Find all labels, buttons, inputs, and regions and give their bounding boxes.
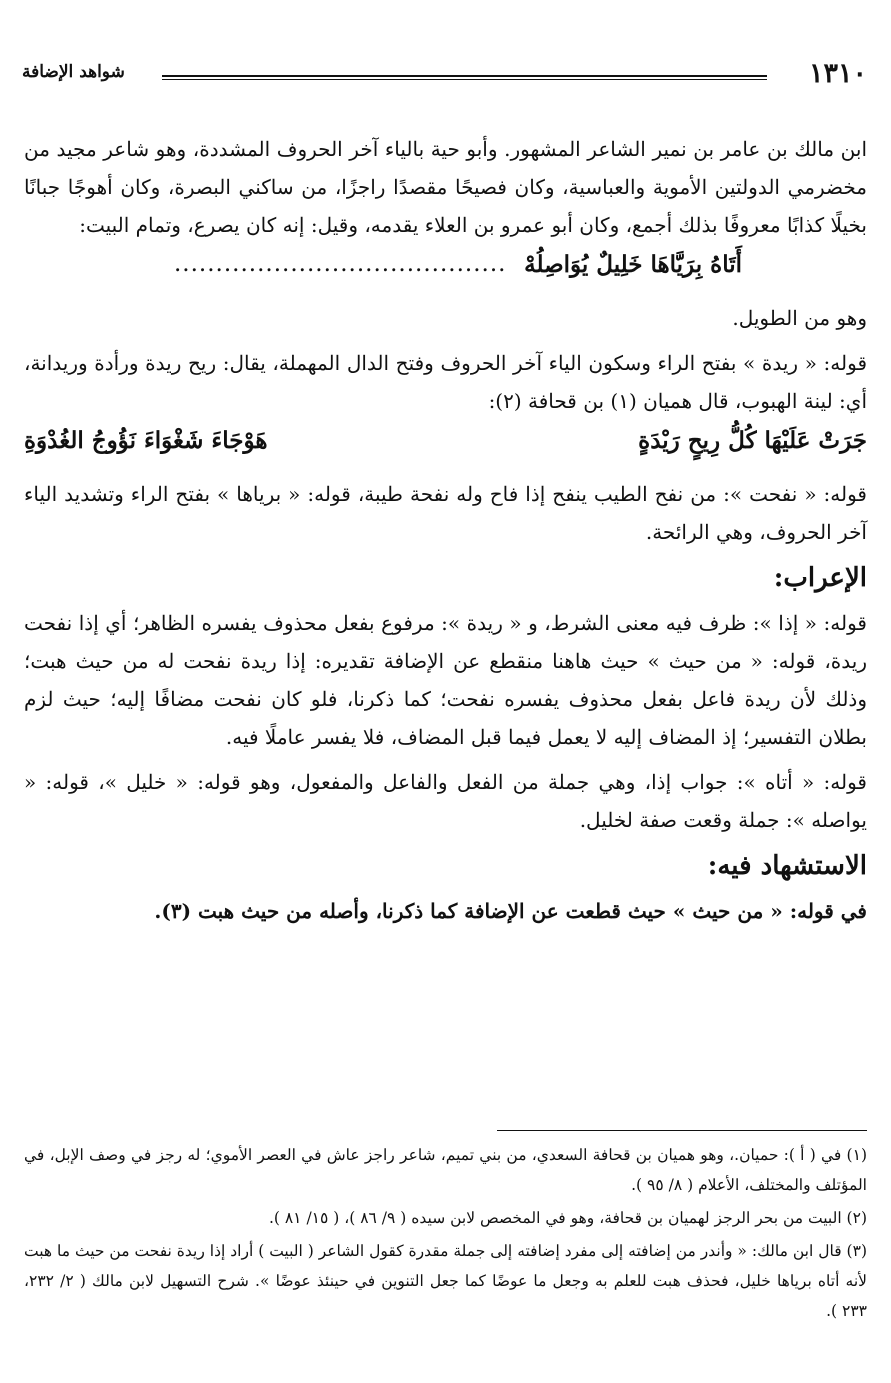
paragraph-meter: وهو من الطويل.: [732, 306, 867, 330]
verse-1-right-hemistich: أَتَاهُ بِرَيَّاهَا خَلِيلٌ يُوَاصِلُهْ: [524, 251, 742, 278]
footnote-3: (٣) قال ابن مالك: « وأندر من إضافته إلى مفرد إضافته إلى جملة مقدرة كقول الشاعر ( البيت ) أراد إذا ريدة نفحت من حيث ما هبت لأنه أتاه برياها خليل، فحذف هبت للعلم به وجعل ما عوضًا كما جعل التنوين في حينئذ عوضًا ». شرح التسهيل لابن مالك ( ٢/ ٢٣٢، ٢٣٣ ).: [24, 1242, 867, 1320]
page-body: [24, 130, 867, 937]
heading-istishhad: الاستشهاد فيه:: [707, 851, 867, 881]
paragraph-rayda: قوله: « ريدة » بفتح الراء وسكون الياء آخر الحروف وفتح الدال المهملة، يقال: ريح ريدة ورأدة وريدانة، أي: لينة الهبوب، قال هميان (١) بن قحافة (٢):: [24, 351, 867, 413]
footnote-2: (٢) البيت من بحر الرجز لهميان بن قحافة، وهو في المخصص لابن سيده ( ٩/ ٨٦ )، ( ١٥/ ٨١ ).: [268, 1209, 867, 1227]
page-number: ١٣١٠: [808, 58, 867, 89]
verse-2-right-hemistich: جَرَتْ عَلَيْهَا كُلُّ رِيحٍ رَيْدَةٍ: [638, 427, 867, 454]
paragraph-atahu: قوله: « أتاه »: جواب إذا، وهي جملة من الفعل والفاعل والمفعول، وهو قوله: « خليل »، قوله: « يواصله »: جملة وقعت صفة لخليل.: [24, 770, 867, 832]
verse-1: [24, 251, 867, 299]
verse-2-left-hemistich: هَوْجَاءَ شَغْوَاءَ نَؤُوجُ الغُدْوَةِ: [24, 427, 268, 454]
footnote-separator: [497, 1130, 867, 1131]
paragraph-idha: قوله: « إذا »: ظرف فيه معنى الشرط، و « ريدة »: مرفوع بفعل محذوف يفسره الظاهر؛ أي إذا نفحت ريدة، قوله: « من حيث » حيث هاهنا منقطع عن الإضافة تقديره: إذا ريدة نفحت له من حيث هبت؛ وذلك لأن ريدة فاعل بفعل محذوف يفسره نفحت؛ كما ذكرنا، فلو كان نفحت مضافًا إليه؛ حيث لزم بطلان التفسير؛ إذ المضاف إليه لا يعمل فيما قبل المضاف، فلا يفسر عاملًا فيه.: [24, 611, 867, 749]
footnote-1: (١) في ( أ ): حميان.، وهو هميان بن قحافة السعدي، من بني تميم، شاعر راجز عاش في العصر الأموي؛ له رجز في وصف الإبل، في المؤتلف والمختلف، الأعلام ( ٨/ ٩٥ ).: [24, 1146, 867, 1194]
header-rule: [162, 75, 767, 80]
verse-2: [24, 427, 867, 475]
verse-1-left-hemistich: ........................................: [174, 251, 507, 277]
paragraph-shahid: في قوله: « من حيث » حيث قطعت عن الإضافة كما ذكرنا، وأصله من حيث هبت (٣).: [154, 899, 867, 923]
running-title: شواهد الإضافة: [22, 62, 125, 82]
footnotes: [24, 1140, 867, 1329]
heading-i3rab: الإعراب:: [773, 563, 867, 593]
paragraph-nafahat: قوله: « نفحت »: من نفح الطيب ينفح إذا فاح وله نفحة طيبة، قوله: « برياها » بفتح الراء وتشديد الياء آخر الحروف، وهي الرائحة.: [24, 482, 867, 544]
paragraph-biography: ابن مالك بن عامر بن نمير الشاعر المشهور. وأبو حية بالياء آخر الحروف المشددة، وهو شاعر مجيد من مخضرمي الدولتين الأموية والعباسية، وكان فصيحًا مقصدًا راجزًا، من ساكني البصرة، وكان أهوجًا جبانًا بخيلًا كذابًا معروفًا بذلك أجمع، وكان أبو عمرو بن العلاء يقدمه، وقيل: إنه كان يصرع، وتمام البيت:: [24, 137, 867, 237]
page-header: [22, 58, 867, 98]
